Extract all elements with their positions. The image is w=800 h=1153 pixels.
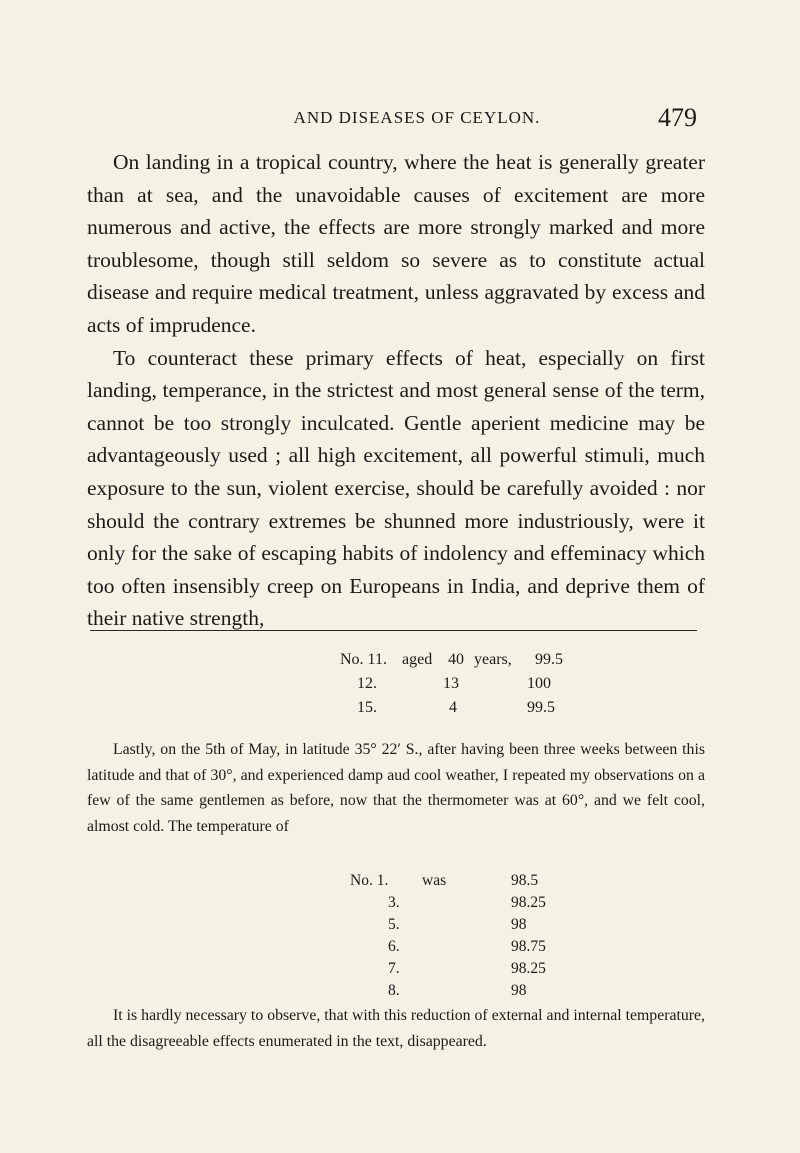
age-value: 40 [448,651,464,668]
subject-number: 6. [388,938,400,955]
table-row [350,872,550,894]
paragraph: It is hardly necessary to observe, that with this reduction of external and internal temperature, all the disagreeable effects enumerated in the text, disappeared. [87,1007,705,1050]
table-row [350,960,550,982]
subject-number: 5. [388,916,400,933]
subject-number: 7. [388,960,400,977]
subject-number: 15. [357,699,377,716]
table-row [340,696,670,720]
was-label: was [422,872,447,889]
footnote-paragraph [87,737,705,839]
page-number: 479 [658,103,697,132]
age-value: 4 [449,699,457,716]
paragraph: On landing in a tropical country, where the heat is generally greater than at sea, and the unavoidable causes of excitement are more numerous and active, the effects are more strongly marked and more troublesome, though still seldom so severe as to constitute actual disease and require medical treatment, unless aggravated by excess and acts of imprudence. [87,150,705,337]
main-text [87,146,705,635]
temperature-value: 98.25 [511,960,546,977]
table-row [350,938,550,960]
subject-number: No. 1. [350,872,389,889]
subject-number: No. 11. [340,651,387,668]
table-row [350,894,550,916]
subject-number: 12. [357,675,377,692]
subject-number: 8. [388,982,400,999]
paragraph: Lastly, on the 5th of May, in latitude 35° 22′ S., after having been three weeks between this latitude and that of 30°, and experienced damp aud cool weather, I repeated my observations on a few of the same gentlemen as before, now that the thermometer was at 60°, and we felt cool, almost cold. The temperature of [87,741,705,835]
age-label: aged [402,651,433,668]
footnote-paragraph [87,1003,705,1054]
temperature-value: 99.5 [527,699,555,716]
temperature-value: 99.5 [535,651,563,668]
table-row [340,672,670,696]
footnote-divider [90,630,697,631]
age-value: 13 [443,675,459,692]
age-unit: years, [474,651,512,668]
temperature-value: 98 [511,982,527,999]
temperature-value: 98.5 [511,872,539,889]
temperature-table-1 [340,648,670,720]
temperature-value: 100 [527,675,551,692]
table-row [350,916,550,938]
table-row [350,982,550,1004]
table-row [340,648,670,672]
temperature-value: 98.25 [511,894,546,911]
subject-number: 3. [388,894,400,911]
paragraph: To counteract these primary effects of heat, especially on first landing, temperance, in the strictest and most general sense of the term, cannot be too strongly inculcated. Gentle aperient medicine may be advantageously used ; all high excitement, all powerful stimuli, much exposure to the sun, violent exercise, should be carefully avoided : nor should the contrary extremes be shunned more industriously, were it only for the sake of escaping habits of indolency and effeminacy which too often insensibly creep on Europeans in India, and deprive them of their native strength, [87,345,705,631]
temperature-table-2 [350,872,550,1004]
temperature-value: 98 [511,916,527,933]
running-title: AND DISEASES OF CEYLON. [293,108,541,127]
temperature-value: 98.75 [511,938,546,955]
